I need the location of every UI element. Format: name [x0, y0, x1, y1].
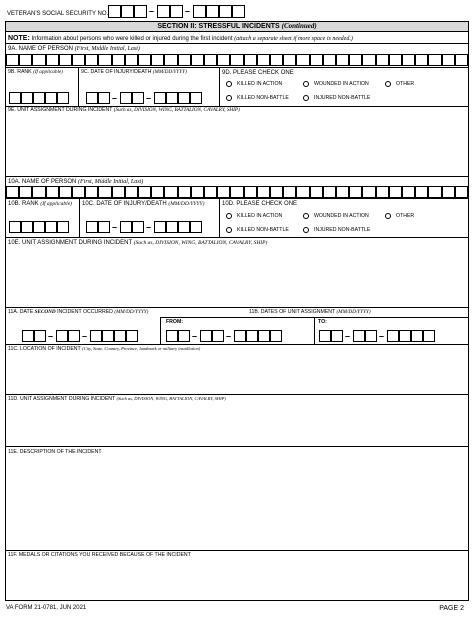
- char-box[interactable]: [121, 5, 134, 18]
- char-box[interactable]: [230, 54, 243, 66]
- radio-killed-non-battle[interactable]: [226, 95, 232, 101]
- separator-dash: –: [185, 6, 191, 16]
- section-title: SECTION II: STRESSFUL INCIDENTS (Continued): [157, 22, 317, 30]
- char-box[interactable]: [455, 186, 468, 198]
- char-box[interactable]: [98, 92, 110, 104]
- char-box[interactable]: [178, 186, 191, 198]
- char-box[interactable]: [45, 92, 57, 104]
- char-box[interactable]: [6, 54, 19, 66]
- location-label: 11C. LOCATION OF INCIDENT (City, State, Country, Province, landmark or military installation): [8, 346, 201, 352]
- char-box[interactable]: [336, 186, 349, 198]
- char-box[interactable]: [9, 221, 21, 233]
- radio-killed-non-battle[interactable]: [226, 227, 232, 233]
- char-box[interactable]: [157, 5, 170, 18]
- char-box[interactable]: [45, 221, 57, 233]
- date-a-label: 9C. DATE OF INJURY/DEATH (MM/DD/YYYY): [81, 69, 187, 75]
- radio-other[interactable]: [385, 213, 391, 219]
- separator-dash: –: [48, 331, 54, 341]
- char-box[interactable]: [34, 330, 46, 342]
- char-box[interactable]: [21, 92, 33, 104]
- medals-field[interactable]: [6, 561, 468, 600]
- char-box[interactable]: [402, 54, 415, 66]
- char-box[interactable]: [68, 330, 80, 342]
- radio-label: WOUNDED IN ACTION: [314, 213, 369, 219]
- check-b-label: 10D. PLEASE CHECK ONE: [222, 201, 298, 207]
- name-b-label: 10A. NAME OF PERSON (First, Middle Initial, Last): [8, 179, 144, 185]
- char-box[interactable]: [190, 221, 202, 233]
- char-box[interactable]: [258, 330, 270, 342]
- radio-label: KILLED NON-BATTLE: [237, 95, 289, 101]
- separator-dash: –: [149, 6, 155, 16]
- char-box[interactable]: [411, 330, 423, 342]
- char-box[interactable]: [138, 54, 151, 66]
- char-box[interactable]: [428, 54, 441, 66]
- radio-label: WOUNDED IN ACTION: [314, 81, 369, 87]
- char-box[interactable]: [323, 186, 336, 198]
- radio-label: INJURED NON-BATTLE: [314, 95, 371, 101]
- char-box[interactable]: [310, 186, 323, 198]
- char-box[interactable]: [193, 5, 206, 18]
- char-box[interactable]: [138, 186, 151, 198]
- char-box[interactable]: [415, 186, 428, 198]
- char-box[interactable]: [178, 92, 190, 104]
- char-box[interactable]: [72, 54, 85, 66]
- note-text: NOTE: Information about persons who were killed or injured during the first incident (attach a separate sheet if more space is needed.): [8, 35, 353, 42]
- char-box[interactable]: [389, 186, 402, 198]
- char-box[interactable]: [102, 330, 114, 342]
- unit-a-field[interactable]: [6, 116, 468, 174]
- radio-killed-in-action[interactable]: [226, 81, 232, 87]
- char-box[interactable]: [120, 221, 132, 233]
- char-box[interactable]: [33, 92, 45, 104]
- char-box[interactable]: [125, 54, 138, 66]
- char-box[interactable]: [217, 186, 230, 198]
- char-box[interactable]: [319, 330, 331, 342]
- char-box[interactable]: [170, 5, 183, 18]
- char-box[interactable]: [85, 186, 98, 198]
- char-box[interactable]: [376, 54, 389, 66]
- char-box[interactable]: [166, 92, 178, 104]
- char-box[interactable]: [423, 330, 435, 342]
- char-box[interactable]: [296, 186, 309, 198]
- char-box[interactable]: [376, 186, 389, 198]
- radio-wounded-in-action[interactable]: [303, 81, 309, 87]
- radio-wounded-in-action[interactable]: [303, 213, 309, 219]
- char-box[interactable]: [19, 186, 32, 198]
- char-box[interactable]: [112, 54, 125, 66]
- char-box[interactable]: [415, 54, 428, 66]
- char-box[interactable]: [32, 54, 45, 66]
- unit-a-label: 9E. UNIT ASSIGNMENT DURING INCIDENT (Such as, DIVISION, WING, BATTALION, CAVALRY, SHIP): [8, 107, 240, 113]
- char-box[interactable]: [120, 92, 132, 104]
- char-box[interactable]: [166, 330, 178, 342]
- char-box[interactable]: [310, 54, 323, 66]
- description-label: 11E. DESCRIPTION OF THE INCIDENT: [8, 449, 102, 455]
- char-box[interactable]: [283, 186, 296, 198]
- radio-label: KILLED NON-BATTLE: [237, 227, 289, 233]
- radio-injured-non-battle[interactable]: [303, 227, 309, 233]
- from-label: FROM:: [166, 319, 183, 325]
- char-box[interactable]: [244, 186, 257, 198]
- radio-label: OTHER: [396, 213, 415, 219]
- char-box[interactable]: [234, 330, 246, 342]
- char-box[interactable]: [204, 186, 217, 198]
- radio-label: INJURED NON-BATTLE: [314, 227, 371, 233]
- separator-dash: –: [345, 331, 351, 341]
- check-a-label: 9D. PLEASE CHECK ONE: [222, 70, 294, 76]
- unit-b-field[interactable]: [6, 249, 468, 305]
- separator-dash: –: [146, 222, 152, 232]
- char-box[interactable]: [21, 221, 33, 233]
- char-box[interactable]: [442, 186, 455, 198]
- char-box[interactable]: [191, 54, 204, 66]
- char-box[interactable]: [389, 54, 402, 66]
- radio-label: KILLED IN ACTION: [237, 213, 283, 219]
- char-box[interactable]: [349, 54, 362, 66]
- char-box[interactable]: [178, 330, 190, 342]
- char-box[interactable]: [270, 330, 282, 342]
- char-box[interactable]: [178, 54, 191, 66]
- name-a-label: 9A. NAME OF PERSON (First, Middle Initial, Last): [8, 46, 140, 52]
- char-box[interactable]: [86, 221, 98, 233]
- char-box[interactable]: [257, 186, 270, 198]
- char-box[interactable]: [362, 54, 375, 66]
- rank-a-label: 9B. RANK (If applicable): [8, 69, 63, 75]
- separator-dash: –: [226, 331, 232, 341]
- char-box[interactable]: [98, 54, 111, 66]
- char-box[interactable]: [204, 54, 217, 66]
- char-box[interactable]: [164, 186, 177, 198]
- char-box[interactable]: [178, 221, 190, 233]
- char-box[interactable]: [154, 92, 166, 104]
- separator-dash: –: [82, 331, 88, 341]
- char-box[interactable]: [428, 186, 441, 198]
- char-box[interactable]: [151, 54, 164, 66]
- page-number: PAGE 2: [439, 605, 464, 612]
- unit-second-field[interactable]: [6, 404, 468, 444]
- char-box[interactable]: [365, 330, 377, 342]
- char-box[interactable]: [336, 54, 349, 66]
- char-box[interactable]: [200, 330, 212, 342]
- char-box[interactable]: [59, 186, 72, 198]
- ssn-label: VETERAN'S SOCIAL SECURITY NO.: [7, 11, 109, 17]
- unit-b-label: 10E. UNIT ASSIGNMENT DURING INCIDENT (Such as, DIVISION, WING, BATTALION, CAVALRY, SHIP): [8, 240, 268, 246]
- form-id: VA FORM 21-0781, JUN 2021: [6, 605, 87, 611]
- char-box[interactable]: [387, 330, 399, 342]
- char-box[interactable]: [402, 186, 415, 198]
- date-second-label: 11A. DATE SECOND INCIDENT OCCURRED (MM/DD/YYYY): [8, 309, 149, 315]
- char-box[interactable]: [90, 330, 102, 342]
- char-box[interactable]: [59, 54, 72, 66]
- char-box[interactable]: [166, 221, 178, 233]
- char-box[interactable]: [132, 92, 144, 104]
- separator-dash: –: [112, 222, 118, 232]
- char-box[interactable]: [22, 330, 34, 342]
- char-box[interactable]: [154, 221, 166, 233]
- char-box[interactable]: [362, 186, 375, 198]
- char-box[interactable]: [206, 5, 219, 18]
- rank-b-label: 10B. RANK (If applicable): [8, 201, 72, 207]
- char-box[interactable]: [56, 330, 68, 342]
- description-field[interactable]: [6, 458, 468, 548]
- char-box[interactable]: [212, 330, 224, 342]
- char-box[interactable]: [132, 221, 144, 233]
- char-box[interactable]: [442, 54, 455, 66]
- char-box[interactable]: [331, 330, 343, 342]
- char-box[interactable]: [9, 92, 21, 104]
- char-box[interactable]: [72, 186, 85, 198]
- date-b-label: 10C. DATE OF INJURY/DEATH (MM/DD/YYYY): [82, 201, 205, 207]
- medals-label: 11F. MEDALS OR CITATIONS YOU RECEIVED BECAUSE OF THE INCIDENT: [8, 552, 191, 558]
- char-box[interactable]: [399, 330, 411, 342]
- dates-assignment-label: 11B. DATES OF UNIT ASSIGNMENT (MM/DD/YYYY): [249, 309, 371, 315]
- char-box[interactable]: [244, 54, 257, 66]
- to-label: TO:: [318, 319, 327, 325]
- char-box[interactable]: [46, 54, 59, 66]
- char-box[interactable]: [353, 330, 365, 342]
- char-box[interactable]: [232, 5, 245, 18]
- char-box[interactable]: [46, 186, 59, 198]
- char-box[interactable]: [134, 5, 147, 18]
- char-box[interactable]: [270, 186, 283, 198]
- char-box[interactable]: [98, 221, 110, 233]
- char-box[interactable]: [219, 5, 232, 18]
- char-box[interactable]: [296, 54, 309, 66]
- char-box[interactable]: [6, 186, 19, 198]
- char-box[interactable]: [114, 330, 126, 342]
- unit-second-label: 11D. UNIT ASSIGNMENT DURING INCIDENT (Such as, DIVISION, WING, BATTALION, CAVALRY, SHIP): [8, 396, 226, 402]
- separator-dash: –: [192, 331, 198, 341]
- location-field[interactable]: [6, 354, 468, 394]
- char-box[interactable]: [455, 54, 468, 66]
- radio-label: OTHER: [396, 81, 415, 87]
- char-box[interactable]: [217, 54, 230, 66]
- char-box[interactable]: [57, 92, 69, 104]
- char-box[interactable]: [151, 186, 164, 198]
- char-box[interactable]: [270, 54, 283, 66]
- radio-label: KILLED IN ACTION: [237, 81, 283, 87]
- char-box[interactable]: [190, 92, 202, 104]
- char-box[interactable]: [85, 54, 98, 66]
- radio-killed-in-action[interactable]: [226, 213, 232, 219]
- separator-dash: –: [112, 93, 118, 103]
- char-box[interactable]: [125, 186, 138, 198]
- char-box[interactable]: [98, 186, 111, 198]
- char-box[interactable]: [230, 186, 243, 198]
- char-box[interactable]: [32, 186, 45, 198]
- separator-dash: –: [146, 93, 152, 103]
- char-box[interactable]: [164, 54, 177, 66]
- char-box[interactable]: [126, 330, 138, 342]
- char-box[interactable]: [283, 54, 296, 66]
- char-box[interactable]: [349, 186, 362, 198]
- char-box[interactable]: [57, 221, 69, 233]
- separator-dash: –: [379, 331, 385, 341]
- radio-other[interactable]: [385, 81, 391, 87]
- char-box[interactable]: [86, 92, 98, 104]
- char-box[interactable]: [191, 186, 204, 198]
- char-box[interactable]: [246, 330, 258, 342]
- char-box[interactable]: [33, 221, 45, 233]
- radio-injured-non-battle[interactable]: [303, 95, 309, 101]
- char-box[interactable]: [19, 54, 32, 66]
- char-box[interactable]: [323, 54, 336, 66]
- char-box[interactable]: [108, 5, 121, 18]
- char-box[interactable]: [112, 186, 125, 198]
- char-box[interactable]: [257, 54, 270, 66]
